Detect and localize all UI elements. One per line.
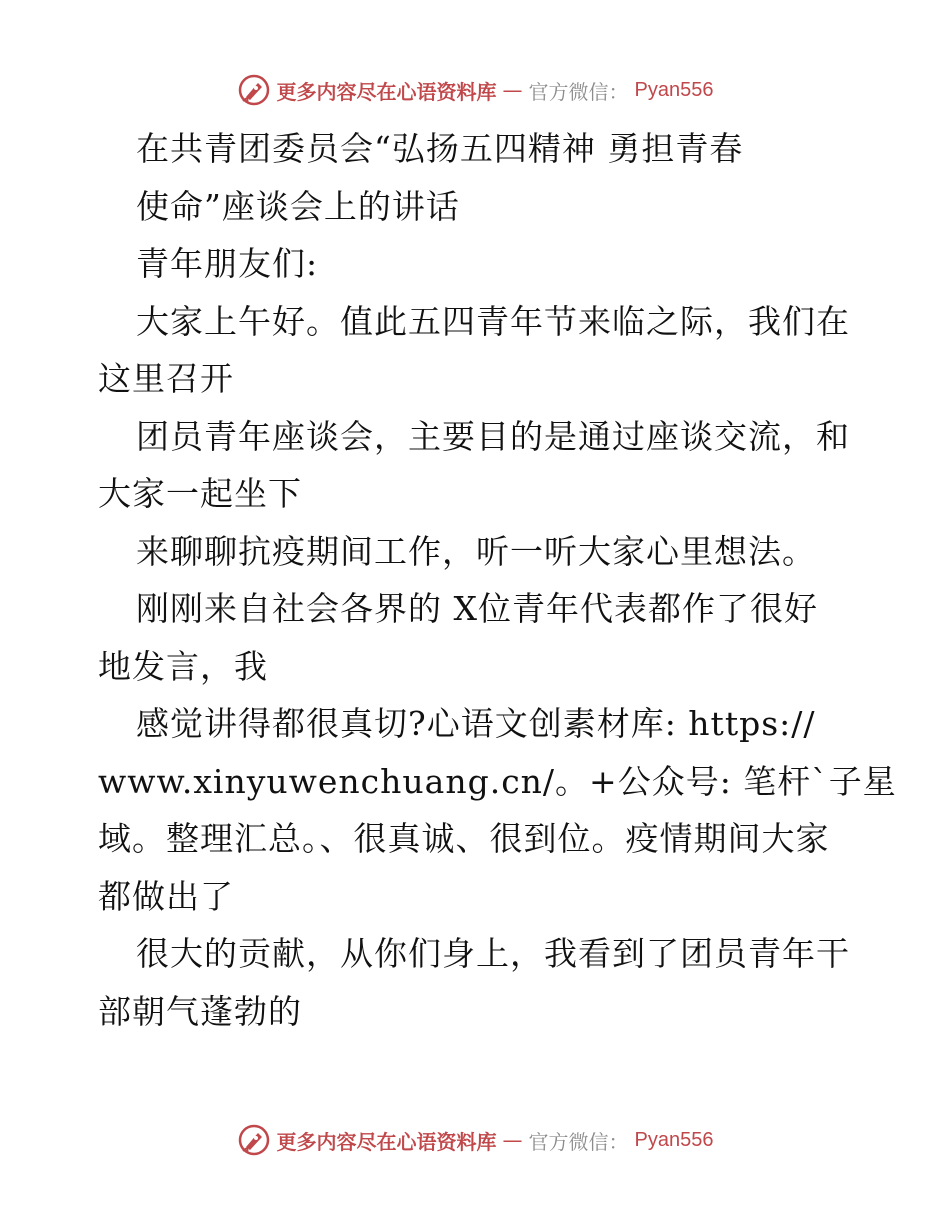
watermark	[237, 73, 714, 107]
watermark	[237, 1123, 714, 1157]
watermark-official-label: 官方微信：	[528, 79, 629, 104]
paragraph-line: 这里召开	[98, 359, 234, 398]
paragraph-line: 大家一起坐下	[98, 474, 302, 513]
pen-nib-logo-icon	[237, 1123, 271, 1157]
watermark-handle: Pyan556	[634, 78, 714, 101]
title-line-2: 使命”座谈会上的讲话	[136, 186, 460, 226]
salutation: 青年朋友们:	[136, 244, 319, 283]
watermark-main-text: 更多内容尽在心语资料库	[276, 79, 497, 104]
page-footer-watermark	[0, 1120, 950, 1160]
pen-nib-logo-icon	[237, 73, 271, 107]
paragraph-line: 刚刚来自社会各界的 X位青年代表都作了很好	[136, 589, 818, 628]
paragraph-line: 域。整理汇总。、很真诚、很到位。疫情期间大家	[98, 819, 830, 858]
paragraph-line: 地发言，我	[98, 646, 268, 686]
watermark-main-text: 更多内容尽在心语资料库	[276, 1129, 497, 1154]
paragraph-line: 都做出了	[98, 876, 234, 916]
paragraph-line: www.xinyuwenchuang.cn/。+公众号: 笔杆`子星	[98, 761, 897, 801]
paragraph-line: 团员青年座谈会，主要目的是通过座谈交流，和	[136, 416, 850, 456]
watermark-dash: —	[502, 1128, 523, 1152]
paragraph-line: 来聊聊抗疫期间工作，听一听大家心里想法。	[136, 531, 816, 571]
paragraph-line: 很大的贡献，从你们身上，我看到了团员青年干	[136, 934, 850, 973]
title-line-1: 在共青团委员会“弘扬五四精神 勇担青春	[136, 129, 744, 168]
watermark-official-label: 官方微信：	[528, 1129, 629, 1154]
page-header-watermark	[0, 70, 950, 110]
paragraph-line: 感觉讲得都很真切?心语文创素材库: https://	[136, 704, 816, 743]
watermark-dash: —	[502, 78, 523, 102]
paragraph-line: 大家上午好。值此五四青年节来临之际，我们在	[136, 301, 850, 341]
watermark-handle: Pyan556	[634, 1128, 714, 1151]
paragraph-line: 部朝气蓬勃的	[98, 991, 302, 1031]
document-body	[98, 120, 897, 1040]
